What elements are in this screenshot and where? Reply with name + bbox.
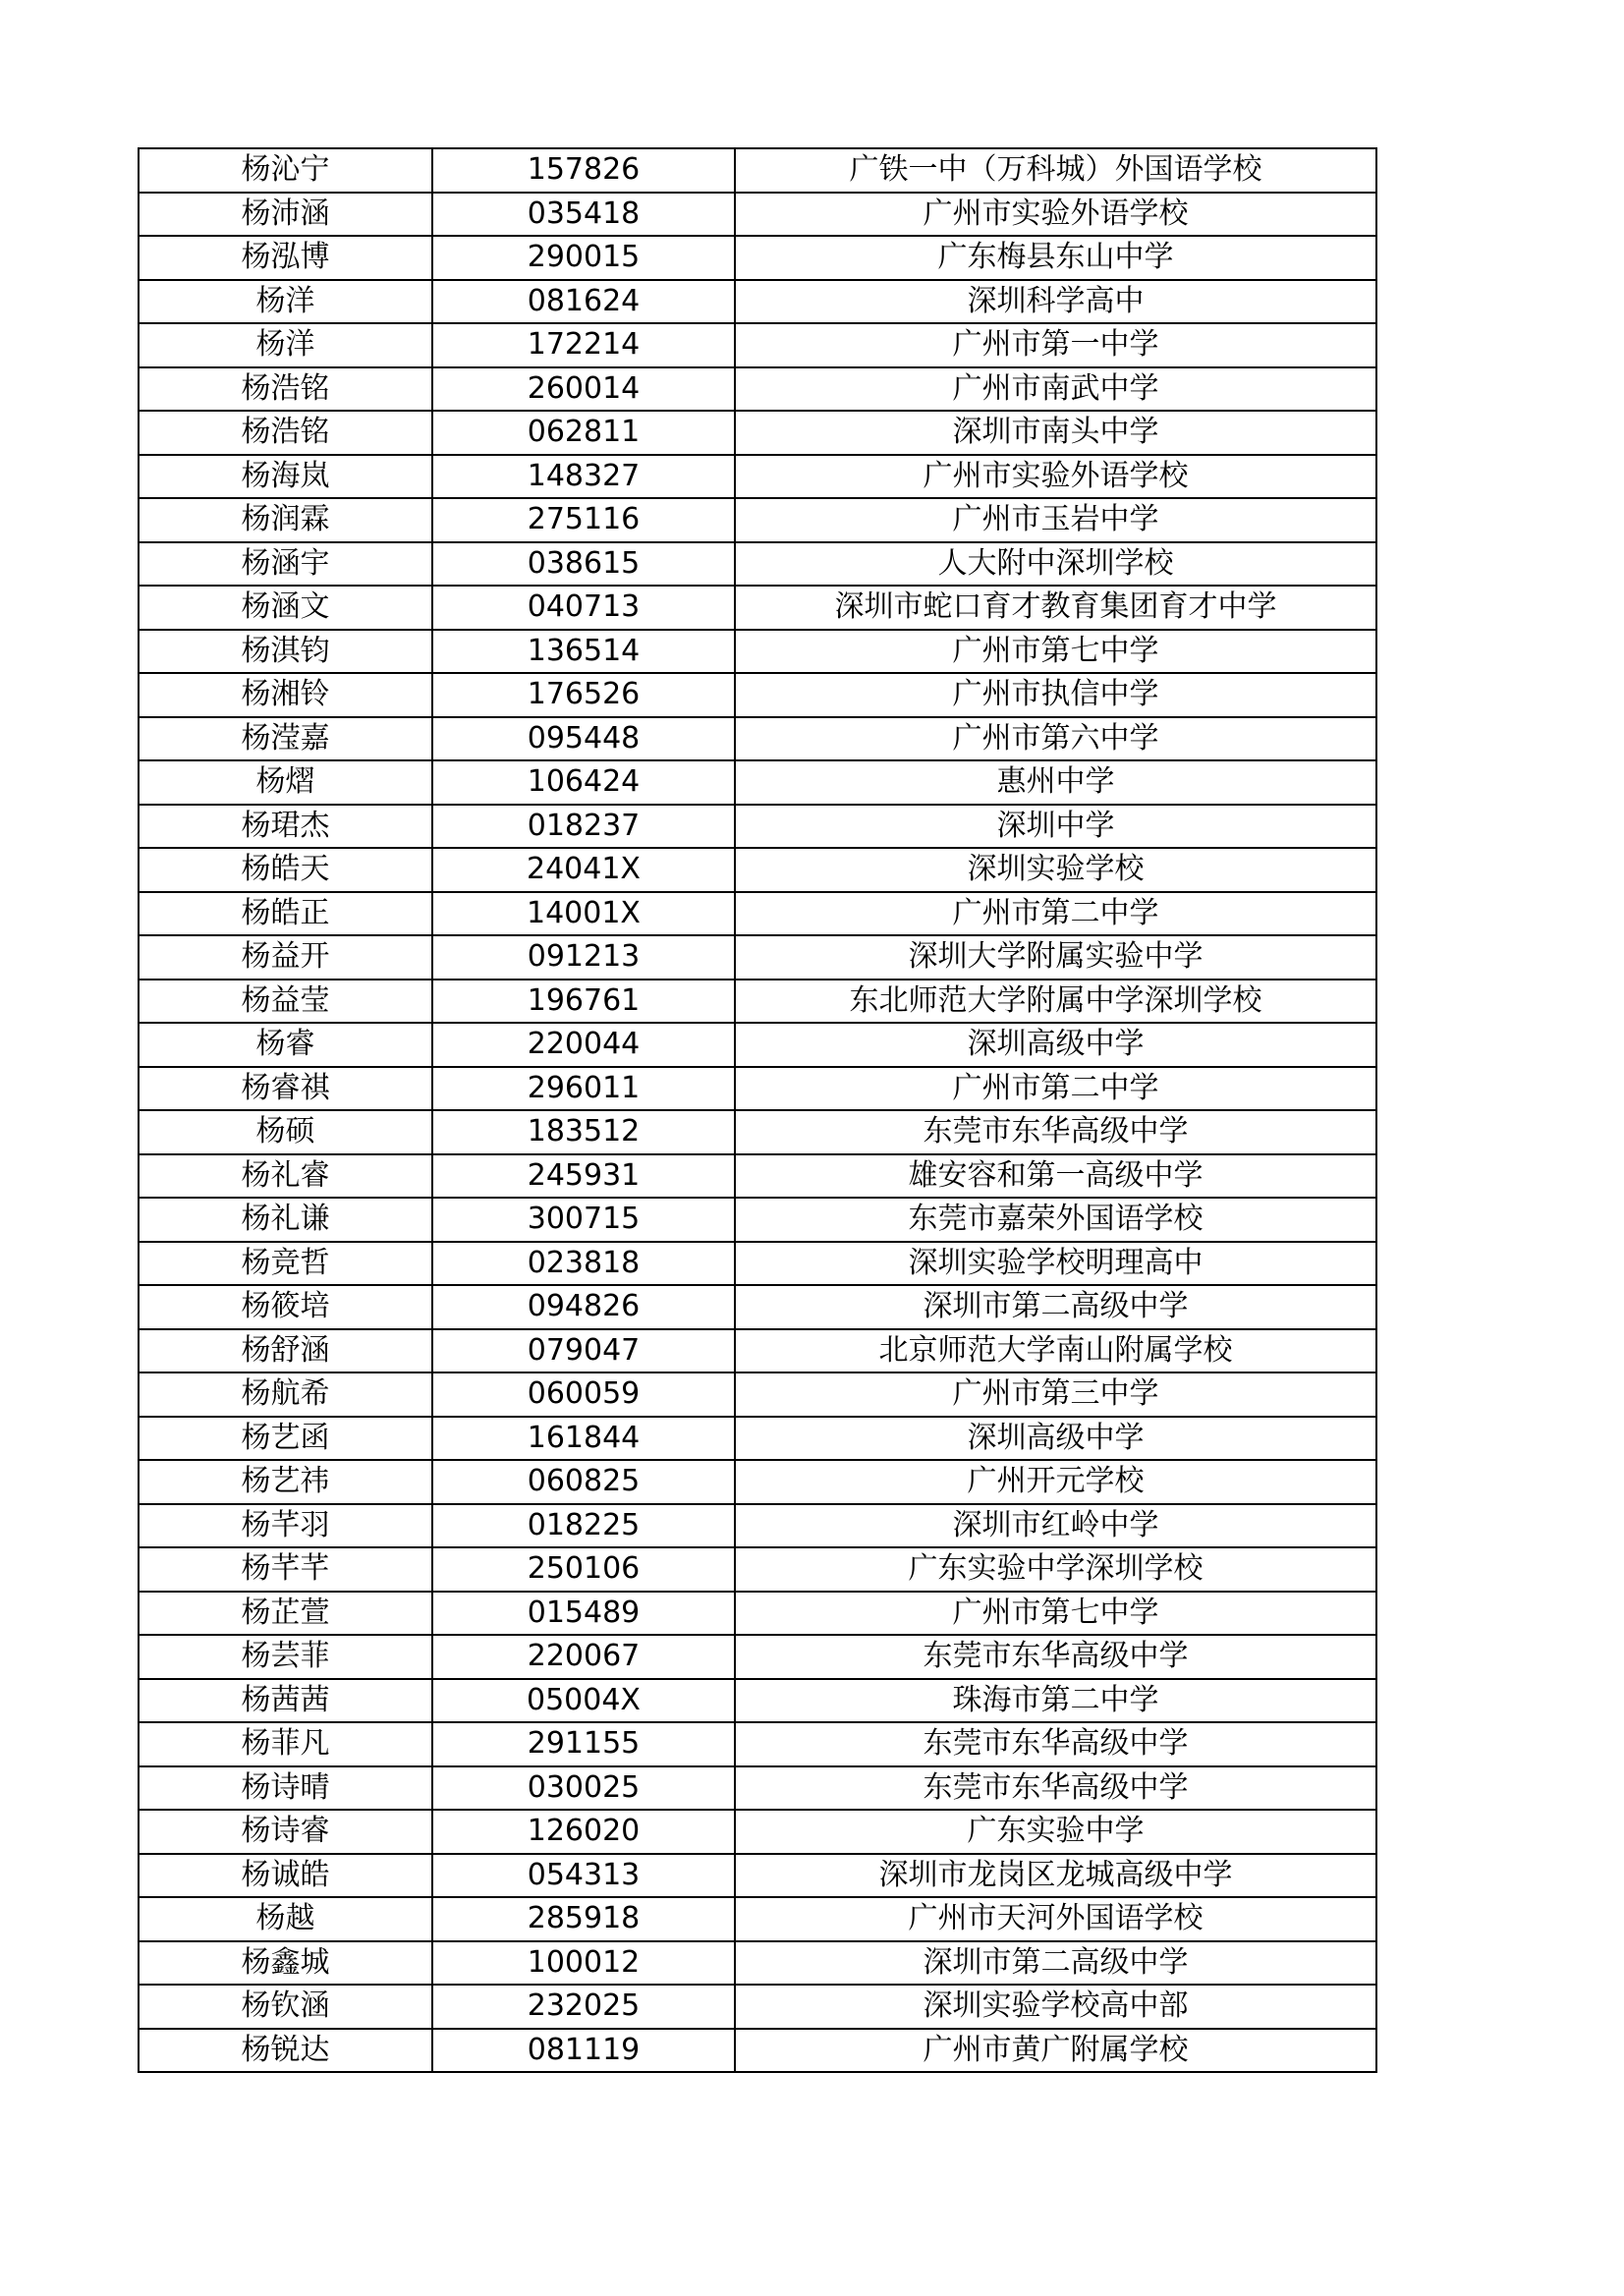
student-id-cell: 05004X (432, 1679, 735, 1723)
table-row (139, 411, 1376, 455)
school-name-cell: 深圳市南头中学 (735, 411, 1376, 455)
table-row (139, 1897, 1376, 1941)
school-name-cell: 广州市实验外语学校 (735, 455, 1376, 499)
school-name-cell: 广州市第三中学 (735, 1372, 1376, 1417)
student-name-cell: 杨诚皓 (139, 1854, 432, 1898)
school-name-cell: 深圳市第二高级中学 (735, 1285, 1376, 1329)
school-name-cell: 广东梅县东山中学 (735, 236, 1376, 280)
student-id-cell: 290015 (432, 236, 735, 280)
table-row (139, 1722, 1376, 1766)
school-name-cell: 广州市南武中学 (735, 367, 1376, 412)
student-id-cell: 161844 (432, 1417, 735, 1461)
student-name-cell: 杨浩铭 (139, 411, 432, 455)
school-name-cell: 深圳市红岭中学 (735, 1504, 1376, 1548)
student-name-cell: 杨珺杰 (139, 805, 432, 849)
student-id-cell: 054313 (432, 1854, 735, 1898)
student-name-cell: 杨诗晴 (139, 1766, 432, 1811)
student-name-cell: 杨竞哲 (139, 1242, 432, 1286)
table-row (139, 1766, 1376, 1811)
student-id-cell: 023818 (432, 1242, 735, 1286)
school-name-cell: 广东实验中学深圳学校 (735, 1547, 1376, 1592)
student-id-cell: 275116 (432, 498, 735, 542)
table-row (139, 717, 1376, 761)
student-id-cell: 091213 (432, 935, 735, 980)
student-id-cell: 015489 (432, 1592, 735, 1636)
table-row (139, 848, 1376, 892)
student-id-cell: 285918 (432, 1897, 735, 1941)
student-id-cell: 018225 (432, 1504, 735, 1548)
student-id-cell: 157826 (432, 148, 735, 193)
table-row (139, 673, 1376, 717)
school-name-cell: 广铁一中（万科城）外国语学校 (735, 148, 1376, 193)
school-name-cell: 广州市玉岩中学 (735, 498, 1376, 542)
student-id-cell: 081119 (432, 2029, 735, 2073)
student-name-cell: 杨洋 (139, 280, 432, 324)
school-name-cell: 东莞市东华高级中学 (735, 1110, 1376, 1154)
table-row (139, 1023, 1376, 1067)
student-name-cell: 杨睿祺 (139, 1067, 432, 1111)
roster-body (139, 148, 1376, 2072)
student-name-cell: 杨芊芊 (139, 1547, 432, 1592)
table-row (139, 1242, 1376, 1286)
student-name-cell: 杨礼睿 (139, 1154, 432, 1199)
table-row (139, 280, 1376, 324)
table-row (139, 236, 1376, 280)
student-id-cell: 260014 (432, 367, 735, 412)
student-name-cell: 杨沁宁 (139, 148, 432, 193)
student-id-cell: 060825 (432, 1460, 735, 1504)
school-name-cell: 深圳实验学校高中部 (735, 1985, 1376, 2029)
student-id-cell: 220067 (432, 1635, 735, 1679)
student-id-cell: 040713 (432, 586, 735, 630)
table-row (139, 1810, 1376, 1854)
student-id-cell: 136514 (432, 630, 735, 674)
table-row (139, 630, 1376, 674)
table-row (139, 2029, 1376, 2073)
school-name-cell: 深圳高级中学 (735, 1023, 1376, 1067)
school-name-cell: 深圳实验学校 (735, 848, 1376, 892)
student-id-cell: 172214 (432, 323, 735, 367)
school-name-cell: 广州市第七中学 (735, 1592, 1376, 1636)
school-name-cell: 广州市第六中学 (735, 717, 1376, 761)
school-name-cell: 雄安容和第一高级中学 (735, 1154, 1376, 1199)
school-name-cell: 人大附中深圳学校 (735, 542, 1376, 587)
student-name-cell: 杨泓博 (139, 236, 432, 280)
table-row (139, 148, 1376, 193)
school-name-cell: 惠州中学 (735, 760, 1376, 805)
table-row (139, 805, 1376, 849)
student-id-cell: 176526 (432, 673, 735, 717)
student-name-cell: 杨睿 (139, 1023, 432, 1067)
table-row (139, 323, 1376, 367)
school-name-cell: 深圳大学附属实验中学 (735, 935, 1376, 980)
student-name-cell: 杨芷萱 (139, 1592, 432, 1636)
student-id-cell: 220044 (432, 1023, 735, 1067)
student-id-cell: 291155 (432, 1722, 735, 1766)
student-name-cell: 杨浩铭 (139, 367, 432, 412)
school-name-cell: 广州市实验外语学校 (735, 193, 1376, 237)
student-name-cell: 杨滢嘉 (139, 717, 432, 761)
student-name-cell: 杨益莹 (139, 980, 432, 1024)
table-row (139, 1941, 1376, 1986)
student-name-cell: 杨舒涵 (139, 1329, 432, 1373)
school-name-cell: 深圳市龙岗区龙城高级中学 (735, 1854, 1376, 1898)
student-name-cell: 杨熠 (139, 760, 432, 805)
student-id-cell: 062811 (432, 411, 735, 455)
school-name-cell: 广州市执信中学 (735, 673, 1376, 717)
table-row (139, 193, 1376, 237)
table-row (139, 1329, 1376, 1373)
student-name-cell: 杨芸菲 (139, 1635, 432, 1679)
student-name-cell: 杨鑫城 (139, 1941, 432, 1986)
student-name-cell: 杨洋 (139, 323, 432, 367)
school-name-cell: 东北师范大学附属中学深圳学校 (735, 980, 1376, 1024)
student-name-cell: 杨皓正 (139, 892, 432, 936)
table-row (139, 1547, 1376, 1592)
student-name-cell: 杨润霖 (139, 498, 432, 542)
student-name-cell: 杨越 (139, 1897, 432, 1941)
school-name-cell: 珠海市第二中学 (735, 1679, 1376, 1723)
table-row (139, 980, 1376, 1024)
school-name-cell: 东莞市东华高级中学 (735, 1722, 1376, 1766)
table-row (139, 498, 1376, 542)
table-row (139, 1460, 1376, 1504)
student-id-cell: 300715 (432, 1198, 735, 1242)
table-row (139, 1417, 1376, 1461)
student-roster-table (138, 147, 1377, 2073)
table-row (139, 1635, 1376, 1679)
table-row (139, 367, 1376, 412)
student-name-cell: 杨硕 (139, 1110, 432, 1154)
student-id-cell: 183512 (432, 1110, 735, 1154)
table-row (139, 760, 1376, 805)
student-id-cell: 126020 (432, 1810, 735, 1854)
student-id-cell: 018237 (432, 805, 735, 849)
table-row (139, 1198, 1376, 1242)
school-name-cell: 深圳市第二高级中学 (735, 1941, 1376, 1986)
student-id-cell: 296011 (432, 1067, 735, 1111)
school-name-cell: 广州市天河外国语学校 (735, 1897, 1376, 1941)
student-id-cell: 095448 (432, 717, 735, 761)
student-id-cell: 232025 (432, 1985, 735, 2029)
table-row (139, 542, 1376, 587)
table-row (139, 935, 1376, 980)
school-name-cell: 广州市第一中学 (735, 323, 1376, 367)
table-row (139, 1854, 1376, 1898)
school-name-cell: 深圳市蛇口育才教育集团育才中学 (735, 586, 1376, 630)
school-name-cell: 深圳中学 (735, 805, 1376, 849)
school-name-cell: 东莞市东华高级中学 (735, 1766, 1376, 1811)
table-row (139, 1067, 1376, 1111)
student-name-cell: 杨筱培 (139, 1285, 432, 1329)
student-id-cell: 035418 (432, 193, 735, 237)
student-name-cell: 杨益开 (139, 935, 432, 980)
school-name-cell: 广州开元学校 (735, 1460, 1376, 1504)
student-id-cell: 038615 (432, 542, 735, 587)
school-name-cell: 东莞市东华高级中学 (735, 1635, 1376, 1679)
school-name-cell: 深圳高级中学 (735, 1417, 1376, 1461)
school-name-cell: 广州市第二中学 (735, 892, 1376, 936)
student-name-cell: 杨海岚 (139, 455, 432, 499)
table-row (139, 1154, 1376, 1199)
student-id-cell: 094826 (432, 1285, 735, 1329)
table-row (139, 586, 1376, 630)
table-row (139, 1985, 1376, 2029)
student-name-cell: 杨湘铃 (139, 673, 432, 717)
student-name-cell: 杨皓天 (139, 848, 432, 892)
student-name-cell: 杨艺祎 (139, 1460, 432, 1504)
student-id-cell: 24041X (432, 848, 735, 892)
student-name-cell: 杨沛涵 (139, 193, 432, 237)
school-name-cell: 广州市黄广附属学校 (735, 2029, 1376, 2073)
school-name-cell: 北京师范大学南山附属学校 (735, 1329, 1376, 1373)
student-name-cell: 杨菲凡 (139, 1722, 432, 1766)
student-name-cell: 杨芊羽 (139, 1504, 432, 1548)
school-name-cell: 广州市第七中学 (735, 630, 1376, 674)
school-name-cell: 深圳科学高中 (735, 280, 1376, 324)
table-row (139, 455, 1376, 499)
student-id-cell: 079047 (432, 1329, 735, 1373)
student-name-cell: 杨茜茜 (139, 1679, 432, 1723)
school-name-cell: 深圳实验学校明理高中 (735, 1242, 1376, 1286)
table-row (139, 1592, 1376, 1636)
student-id-cell: 148327 (432, 455, 735, 499)
student-id-cell: 030025 (432, 1766, 735, 1811)
student-id-cell: 196761 (432, 980, 735, 1024)
student-id-cell: 250106 (432, 1547, 735, 1592)
table-row (139, 1110, 1376, 1154)
student-id-cell: 100012 (432, 1941, 735, 1986)
school-name-cell: 广东实验中学 (735, 1810, 1376, 1854)
student-id-cell: 14001X (432, 892, 735, 936)
student-id-cell: 081624 (432, 280, 735, 324)
student-name-cell: 杨礼谦 (139, 1198, 432, 1242)
student-name-cell: 杨诗睿 (139, 1810, 432, 1854)
student-name-cell: 杨艺函 (139, 1417, 432, 1461)
school-name-cell: 广州市第二中学 (735, 1067, 1376, 1111)
student-name-cell: 杨淇钧 (139, 630, 432, 674)
table-row (139, 1285, 1376, 1329)
table-row (139, 1504, 1376, 1548)
student-name-cell: 杨锐达 (139, 2029, 432, 2073)
table-row (139, 1372, 1376, 1417)
student-id-cell: 060059 (432, 1372, 735, 1417)
student-id-cell: 106424 (432, 760, 735, 805)
student-name-cell: 杨涵宇 (139, 542, 432, 587)
student-name-cell: 杨钦涵 (139, 1985, 432, 2029)
table-row (139, 892, 1376, 936)
student-id-cell: 245931 (432, 1154, 735, 1199)
table-row (139, 1679, 1376, 1723)
school-name-cell: 东莞市嘉荣外国语学校 (735, 1198, 1376, 1242)
student-name-cell: 杨涵文 (139, 586, 432, 630)
student-name-cell: 杨航希 (139, 1372, 432, 1417)
